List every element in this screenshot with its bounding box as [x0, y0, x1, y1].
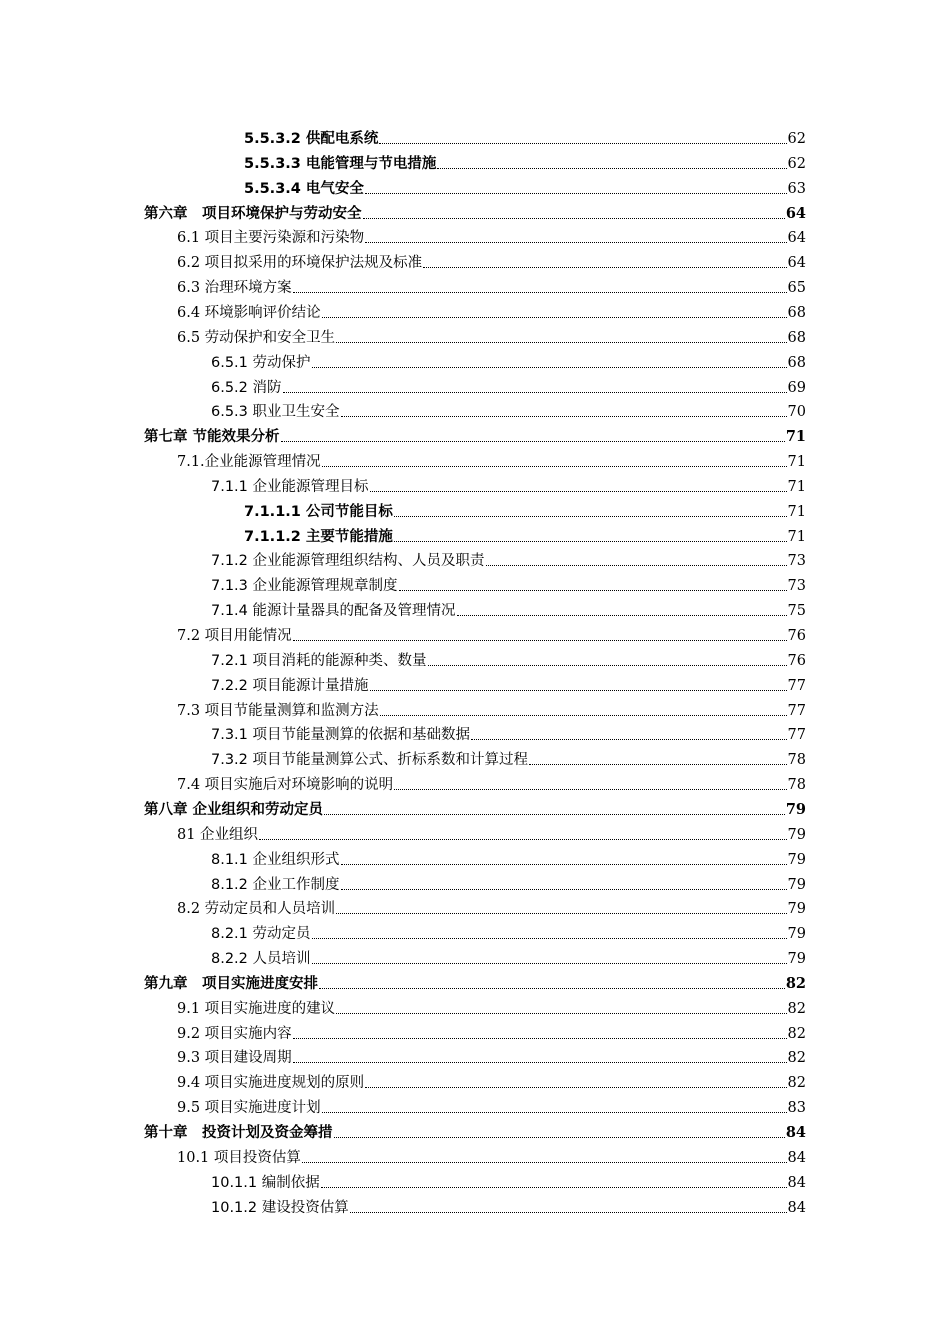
toc-entry-page-number: 79	[785, 800, 806, 818]
toc-entry[interactable]	[211, 944, 806, 968]
toc-entry-page-number: 63	[787, 180, 806, 197]
toc-entry-page-number: 82	[785, 974, 806, 992]
dot-leader	[471, 738, 787, 740]
toc-entry[interactable]	[244, 124, 806, 148]
toc-entry[interactable]	[144, 795, 806, 819]
toc-entry[interactable]	[211, 596, 806, 620]
dot-leader	[370, 689, 787, 691]
toc-entry[interactable]	[211, 546, 806, 570]
toc-entry[interactable]	[211, 472, 806, 496]
toc-entry-page-number: 68	[787, 354, 806, 371]
dot-leader	[336, 912, 786, 914]
dot-leader	[293, 1037, 787, 1039]
toc-entry-title: 7.2 项目用能情况	[177, 628, 292, 644]
toc-entry-title: 81 企业组织	[177, 826, 259, 843]
toc-entry-page-number: 76	[787, 652, 806, 669]
toc-entry[interactable]	[211, 373, 806, 397]
dot-leader	[259, 838, 786, 840]
toc-entry-page-number: 79	[787, 951, 806, 968]
toc-entry-title: 7.1.1 企业能源管理目标	[211, 478, 369, 495]
toc-entry-page-number: 82	[787, 1075, 806, 1092]
toc-entry-title: 6.5.2 消防	[211, 379, 282, 396]
dot-leader	[370, 490, 787, 492]
toc-entry-page-number: 71	[785, 428, 806, 446]
toc-entry-title: 7.1.1.2 主要节能措施	[244, 528, 393, 545]
toc-entry-title: 第八章 企业组织和劳动定员	[144, 801, 324, 818]
toc-entry-title: 6.5 劳动保护和安全卫生	[177, 329, 336, 346]
toc-entry-title: 8.1.1 企业组织形式	[211, 851, 340, 868]
toc-entry-title: 9.5 项目实施进度计划	[177, 1100, 321, 1117]
toc-entry[interactable]	[177, 820, 806, 844]
toc-entry-page-number: 70	[787, 404, 806, 421]
toc-entry[interactable]	[211, 646, 806, 670]
dot-leader	[365, 192, 787, 194]
toc-entry[interactable]	[144, 422, 806, 446]
dot-leader	[312, 962, 787, 964]
toc-entry-title: 7.1.3 企业能源管理规章制度	[211, 578, 398, 595]
toc-entry[interactable]	[244, 522, 806, 546]
dot-leader	[363, 217, 785, 219]
toc-entry-title: 7.1.4 能源计量器具的配备及管理情况	[211, 603, 456, 620]
toc-entry-page-number: 62	[787, 131, 806, 147]
toc-entry-page-number: 62	[787, 155, 806, 172]
toc-entry[interactable]	[144, 1118, 806, 1142]
toc-entry-title: 7.2.2 项目能源计量措施	[211, 677, 369, 694]
toc-entry[interactable]	[177, 447, 806, 471]
toc-entry[interactable]	[177, 994, 806, 1018]
toc-entry-title: 8.2.2 人员培训	[211, 951, 311, 968]
toc-entry-title: 6.2 项目拟采用的环境保护法规及标准	[177, 255, 423, 272]
dot-leader	[437, 167, 786, 169]
toc-entry-title: 10.1.2 建设投资估算	[211, 1199, 349, 1216]
toc-entry[interactable]	[177, 1143, 806, 1167]
toc-entry[interactable]	[211, 845, 806, 869]
toc-entry-page-number: 84	[787, 1199, 806, 1216]
dot-leader	[321, 1186, 787, 1188]
dot-leader	[394, 540, 787, 542]
toc-entry-page-number: 84	[785, 1124, 806, 1141]
toc-entry-page-number: 79	[787, 876, 806, 893]
toc-entry-title: 8.2 劳动定员和人员培训	[177, 901, 336, 918]
toc-entry-page-number: 77	[787, 727, 806, 744]
toc-entry[interactable]	[177, 770, 806, 794]
toc-entry-page-number: 71	[787, 478, 806, 495]
toc-entry[interactable]	[177, 323, 806, 347]
toc-entry-page-number: 71	[787, 503, 806, 520]
toc-entry-page-number: 82	[787, 1050, 806, 1067]
toc-entry[interactable]	[177, 1093, 806, 1117]
dot-leader	[322, 316, 787, 318]
dot-leader	[428, 664, 787, 666]
dot-leader	[350, 1211, 787, 1213]
dot-leader	[380, 714, 787, 716]
toc-entry-title: 第七章 节能效果分析	[144, 429, 280, 446]
toc-entry-title: 7.3.1 项目节能量测算的依据和基础数据	[211, 727, 471, 744]
toc-entry-page-number: 82	[787, 1000, 806, 1017]
dot-leader	[322, 1111, 787, 1113]
toc-entry[interactable]	[177, 248, 806, 272]
toc-entry[interactable]	[211, 870, 806, 894]
toc-entry-page-number: 68	[787, 304, 806, 321]
toc-entry[interactable]	[177, 223, 806, 247]
toc-entry-page-number: 64	[785, 204, 806, 222]
toc-entry[interactable]	[211, 745, 806, 769]
toc-entry-page-number: 69	[787, 379, 806, 396]
dot-leader	[365, 1086, 786, 1088]
toc-entry-page-number: 79	[787, 926, 806, 943]
toc-entry-title: 8.1.2 企业工作制度	[211, 876, 340, 893]
dot-leader	[399, 589, 787, 591]
toc-entry-page-number: 73	[787, 553, 806, 570]
toc-entry-title: 6.1 项目主要污染源和污染物	[177, 230, 365, 247]
toc-entry-page-number: 79	[787, 901, 806, 918]
dot-leader	[529, 763, 787, 765]
toc-entry-title: 6.5.3 职业卫生安全	[211, 404, 340, 421]
dot-leader	[365, 241, 786, 243]
toc-entry[interactable]	[244, 149, 806, 173]
toc-entry-title: 9.1 项目实施进度的建议	[177, 1000, 336, 1017]
toc-entry-page-number: 64	[787, 255, 806, 272]
toc-entry[interactable]	[244, 174, 806, 198]
toc-entry-title: 第十章 投资计划及资金筹措	[144, 1125, 333, 1141]
dot-leader	[319, 987, 785, 989]
toc-entry-page-number: 68	[787, 329, 806, 346]
dot-leader	[336, 341, 786, 343]
toc-entry-page-number: 78	[787, 777, 806, 794]
toc-entry[interactable]	[211, 348, 806, 372]
toc-entry-page-number: 82	[787, 1025, 806, 1042]
toc-entry-title: 7.1.1.1 公司节能目标	[244, 503, 393, 520]
dot-leader	[394, 515, 787, 517]
toc-entry-title: 7.1.2 企业能源管理组织结构、人员及职责	[211, 553, 485, 570]
toc-entry[interactable]	[244, 497, 806, 521]
toc-entry-page-number: 83	[787, 1100, 806, 1117]
dot-leader	[283, 391, 787, 393]
dot-leader	[394, 788, 786, 790]
toc-entry[interactable]	[211, 1193, 806, 1217]
toc-entry-page-number: 84	[787, 1149, 806, 1166]
dot-leader	[423, 266, 786, 268]
dot-leader	[302, 1161, 787, 1163]
toc-entry-title: 9.2 项目实施内容	[177, 1025, 292, 1042]
toc-entry-page-number: 79	[787, 826, 806, 843]
toc-entry[interactable]	[211, 571, 806, 595]
toc-entry-title: 5.5.3.2 供配电系统	[244, 131, 379, 147]
toc-entry[interactable]	[177, 1068, 806, 1092]
toc-entry-title: 7.1.企业能源管理情况	[177, 454, 321, 471]
toc-entry-title: 第六章 项目环境保护与劳动安全	[144, 205, 362, 222]
toc-entry-title: 7.2.1 项目消耗的能源种类、数量	[211, 652, 427, 669]
toc-entry-title: 7.3.2 项目节能量测算公式、折标系数和计算过程	[211, 752, 529, 769]
dot-leader	[281, 440, 785, 442]
toc-entry[interactable]	[211, 1168, 806, 1192]
dot-leader	[322, 465, 787, 467]
dot-leader	[341, 863, 787, 865]
toc-entry-title: 第九章 项目实施进度安排	[144, 975, 318, 992]
dot-leader	[334, 1136, 785, 1138]
toc-entry-title: 5.5.3.3 电能管理与节电措施	[244, 155, 437, 172]
toc-entry-page-number: 64	[787, 230, 806, 247]
toc-entry-page-number: 79	[787, 851, 806, 868]
dot-leader	[341, 415, 787, 417]
toc-entry-page-number: 75	[787, 603, 806, 620]
dot-leader	[341, 888, 787, 890]
toc-entry-page-number: 77	[787, 702, 806, 719]
toc-entry-title: 6.3 治理环境方案	[177, 280, 292, 297]
toc-entry[interactable]	[144, 199, 806, 223]
toc-entry-page-number: 77	[787, 677, 806, 694]
toc-entry-title: 6.4 环境影响评价结论	[177, 304, 321, 321]
dot-leader	[312, 366, 787, 368]
toc-entry-title: 10.1 项目投资估算	[177, 1149, 301, 1166]
toc-entry-title: 5.5.3.4 电气安全	[244, 180, 364, 197]
dot-leader	[379, 142, 786, 144]
toc-entry[interactable]	[211, 720, 806, 744]
toc-entry-page-number: 71	[787, 528, 806, 545]
toc-entry-title: 9.4 项目实施进度规划的原则	[177, 1075, 365, 1092]
toc-entry[interactable]	[177, 894, 806, 918]
toc-entry-title: 10.1.1 编制依据	[211, 1174, 320, 1191]
dot-leader	[324, 813, 785, 815]
toc-entry-title: 7.3 项目节能量测算和监测方法	[177, 702, 379, 719]
toc-entry[interactable]	[177, 1043, 806, 1067]
toc-entry[interactable]	[211, 671, 806, 695]
toc-entry-title: 8.2.1 劳动定员	[211, 926, 311, 943]
toc-entry-page-number: 71	[787, 454, 806, 471]
toc-entry[interactable]	[177, 621, 806, 645]
toc-entry[interactable]	[177, 696, 806, 720]
toc-entry-page-number: 78	[787, 752, 806, 769]
toc-entry[interactable]	[211, 919, 806, 943]
dot-leader	[312, 937, 787, 939]
dot-leader	[293, 1061, 787, 1063]
toc-entry-title: 9.3 项目建设周期	[177, 1050, 292, 1067]
toc-entry-page-number: 73	[787, 578, 806, 595]
toc-entry-title: 6.5.1 劳动保护	[211, 354, 311, 371]
dot-leader	[486, 564, 787, 566]
toc-entry-page-number: 76	[787, 628, 806, 644]
toc-entry[interactable]	[144, 969, 806, 993]
toc-entry-title: 7.4 项目实施后对环境影响的说明	[177, 777, 394, 794]
toc-entry[interactable]	[177, 1019, 806, 1043]
toc-entry[interactable]	[177, 298, 806, 322]
dot-leader	[293, 639, 787, 641]
toc-entry[interactable]	[211, 397, 806, 421]
dot-leader	[336, 1012, 786, 1014]
dot-leader	[293, 291, 787, 293]
toc-entry[interactable]	[177, 273, 806, 297]
toc-entry-page-number: 65	[787, 280, 806, 297]
dot-leader	[457, 614, 787, 616]
toc-entry-page-number: 84	[787, 1174, 806, 1191]
